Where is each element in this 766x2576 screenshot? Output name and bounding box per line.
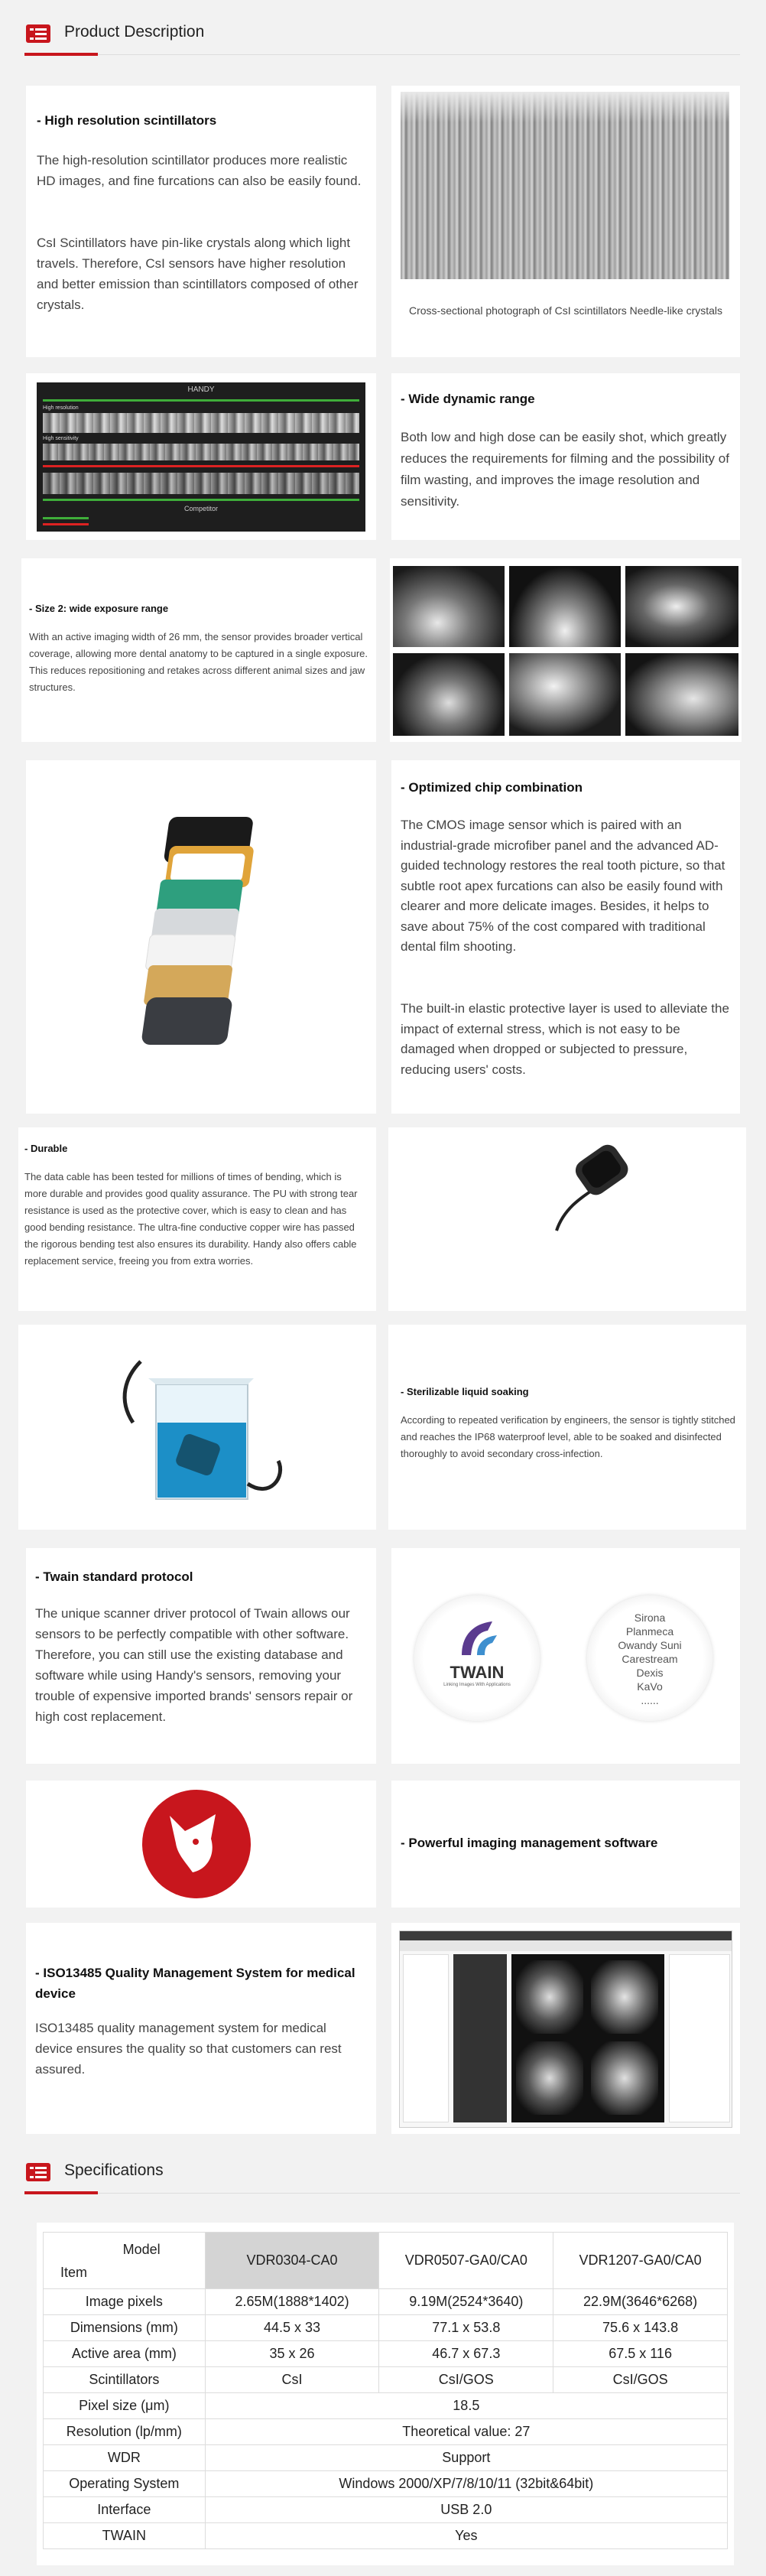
iso-text-card (26, 1923, 376, 2134)
row-label: WDR (44, 2445, 206, 2471)
table-row (44, 2445, 728, 2471)
cell-value: Theoretical value: 27 (205, 2419, 727, 2445)
cell-value: 44.5 x 33 (205, 2315, 379, 2341)
corner-model-label: Model (122, 2242, 161, 2257)
cell-value: 67.5 x 116 (553, 2341, 728, 2367)
cell-value: CsI/GOS (553, 2367, 728, 2393)
row-label: TWAIN (44, 2523, 206, 2549)
wdr-label-high-sensitivity: High sensitivity (43, 436, 79, 441)
table-row (44, 2341, 728, 2367)
twain-text-card (26, 1548, 376, 1764)
table-row (44, 2315, 728, 2341)
model-header: VDR0507-GA0/CA0 (379, 2233, 553, 2289)
durable-paragraph: The data cable has been tested for millions of times of bending, which is more durable and provides good quality assurance. The PU with strong tear resistance is used as the protective cover, which is easy to clean and has good bending resistance. The ultra-fine conductive copper wire has passed the rigorous bending test also ensures its durability. Handy also offers cable replacement service, freeing you from extra worries. (24, 1171, 358, 1267)
row-label: Resolution (lp/mm) (44, 2419, 206, 2445)
twain-swoosh-icon (454, 1617, 500, 1660)
size2-heading: - Size 2: wide exposure range (29, 603, 169, 614)
chip-paragraph-1: The CMOS image sensor which is paired with an industrial-grade microfiber panel and the advanced AD-guided technology restores the real tooth picture, so that subtle root apex furcations can also be easily found with clearer and more delicate images. Besides, it helps to save about 75% of the cost compared with traditional dental film shooting. (401, 818, 725, 954)
table-corner-cell (44, 2233, 206, 2289)
title-underline (24, 53, 98, 56)
xray-image-6 (625, 653, 738, 736)
table-row (44, 2289, 728, 2315)
model-header: VDR1207-GA0/CA0 (553, 2233, 728, 2289)
cell-value: 18.5 (205, 2393, 727, 2419)
specifications-header (24, 2148, 740, 2194)
wdr-brand-label: HANDY (187, 385, 215, 394)
compatible-brands-badge (587, 1595, 712, 1721)
model-header: VDR0304-CA0 (205, 2233, 379, 2289)
software-screenshot-card (391, 1923, 740, 2134)
wdr-heading: - Wide dynamic range (401, 392, 535, 406)
scintillator-paragraph-1: The high-resolution scintillator produces more realistic HD images, and fine furcations can also be easily found. (37, 153, 362, 188)
brand-name: Sirona (634, 1612, 666, 1624)
sterilizable-heading: - Sterilizable liquid soaking (401, 1386, 529, 1397)
row-label: Operating System (44, 2471, 206, 2497)
durable-heading: - Durable (24, 1143, 68, 1154)
page-title: Product Description (64, 23, 205, 41)
section-list-icon (26, 24, 50, 43)
table-row (44, 2523, 728, 2549)
software-logo-card (26, 1781, 376, 1908)
size2-text-card (21, 558, 376, 742)
wdr-text-card (391, 373, 740, 540)
table-row (44, 2419, 728, 2445)
scintillator-heading: - High resolution scintillators (37, 113, 217, 128)
xray-image-4 (393, 653, 505, 736)
wdr-paragraph: Both low and high dose can be easily shot, which greatly reduces the requirements for filming and the possibility of film wasting, and improves the image resolution and sensitivity. (401, 430, 729, 509)
cell-value: 75.6 x 143.8 (553, 2315, 728, 2341)
brand-name: ...... (641, 1694, 659, 1706)
chip-layers-card (26, 760, 376, 1114)
table-row (44, 2497, 728, 2523)
sensor-layers-illustration (141, 806, 294, 1066)
chip-text-card (391, 760, 740, 1114)
cell-value: 2.65M(1888*1402) (205, 2289, 379, 2315)
crystal-microscope-photo (401, 92, 729, 279)
table-row (44, 2471, 728, 2497)
specifications-table (43, 2232, 728, 2549)
brand-name: Carestream (622, 1653, 678, 1665)
size2-paragraph: With an active imaging width of 26 mm, the sensor provides broader vertical coverage, allowing more dental anatomy to be captured in a single exposure. This reduces repositioning and retakes across different animal sizes and jaw structures. (29, 631, 368, 693)
row-label: Image pixels (44, 2289, 206, 2315)
chip-paragraph-2: The built-in elastic protective layer is used to alleviate the impact of external stress, which is not easy to be damaged when dropped or subjected to pressure, reducing users' costs. (401, 1001, 729, 1077)
wdr-label-high-resolution: High resolution (43, 405, 79, 411)
row-label: Dimensions (mm) (44, 2315, 206, 2341)
wdr-comparison-image (37, 382, 365, 532)
table-header-row (44, 2233, 728, 2289)
cell-value: CsI (205, 2367, 379, 2393)
xray-image-1 (393, 566, 505, 647)
cell-value: Yes (205, 2523, 727, 2549)
product-description-header (24, 9, 740, 55)
iso-paragraph: ISO13485 quality management system for medical device ensures the quality so that customers can rest assured. (35, 2021, 342, 2077)
cell-value: 46.7 x 67.3 (379, 2341, 553, 2367)
software-screenshot (399, 1930, 732, 2128)
xray-image-2 (509, 566, 621, 647)
wdr-competitor-label: Competitor (183, 505, 218, 512)
chip-heading: - Optimized chip combination (401, 780, 583, 795)
durable-text-card (18, 1127, 376, 1311)
specifications-title: Specifications (64, 2161, 164, 2179)
iso-heading: - ISO13485 Quality Management System for medical device (35, 1966, 355, 2001)
row-label: Pixel size (μm) (44, 2393, 206, 2419)
xray-image-3 (625, 566, 738, 647)
table-row (44, 2367, 728, 2393)
dog-cat-logo-icon (162, 1808, 231, 1877)
durable-image-card (388, 1127, 746, 1311)
scintillator-caption: Cross-sectional photograph of CsI scintillators Needle-like crystals (408, 304, 723, 317)
cell-value: 35 x 26 (205, 2341, 379, 2367)
table-row (44, 2393, 728, 2419)
scintillator-text-card (26, 86, 376, 357)
scintillator-image-card (391, 86, 740, 357)
twain-logo (414, 1595, 540, 1721)
section-list-icon (26, 2163, 50, 2181)
sterilizable-image-card (18, 1325, 376, 1530)
brand-name: Owandy Suni (618, 1639, 682, 1651)
row-label: Active area (mm) (44, 2341, 206, 2367)
twain-logos-card (391, 1548, 740, 1764)
row-label: Scintillators (44, 2367, 206, 2393)
cell-value: Support (205, 2445, 727, 2471)
twain-logo-subtext: Linking Images With Applications (443, 1683, 511, 1687)
twain-logo-text: TWAIN (450, 1663, 505, 1682)
beaker-soaking-photo (110, 1354, 294, 1514)
software-text-card (391, 1781, 740, 1908)
cell-value: USB 2.0 (205, 2497, 727, 2523)
row-label: Interface (44, 2497, 206, 2523)
brand-name: KaVo (637, 1680, 663, 1693)
size2-xray-card (390, 558, 742, 742)
software-heading: - Powerful imaging management software (401, 1836, 658, 1850)
twain-paragraph: The unique scanner driver protocol of Twain allows our sensors to be perfectly compatible with other software. Therefore, you can still use the existing database and software while using Handy's sensors, removing your trouble of expensive imported brands' sensors repair or high cost replacement. (35, 1606, 353, 1724)
sterilizable-paragraph: According to repeated verification by engineers, the sensor is tightly stitched and reaches the IP68 waterproof level, able to be soaked and disinfected thoroughly to avoid secondary cross-infection. (401, 1414, 735, 1459)
scintillator-paragraph-2: CsI Scintillators have pin-like crystals along which light travels. Therefore, CsI sensors have higher resolution and better emission than scintillators composed of other crystals. (37, 236, 359, 312)
sensor-cable-photo (541, 1135, 633, 1234)
wdr-image-card (26, 373, 376, 540)
cell-value: CsI/GOS (379, 2367, 553, 2393)
cell-value: 9.19M(2524*3640) (379, 2289, 553, 2315)
cell-value: Windows 2000/XP/7/8/10/11 (32bit&64bit) (205, 2471, 727, 2497)
brand-name: Planmeca (625, 1625, 674, 1638)
corner-item-label: Item (60, 2265, 88, 2280)
brand-name: Dexis (636, 1667, 664, 1679)
cell-value: 77.1 x 53.8 (379, 2315, 553, 2341)
twain-heading: - Twain standard protocol (35, 1569, 193, 1584)
cell-value: 22.9M(3646*6268) (553, 2289, 728, 2315)
sterilizable-text-card (388, 1325, 746, 1530)
title-underline (24, 2191, 98, 2194)
software-app-logo (142, 1790, 251, 1898)
xray-image-5 (509, 653, 621, 736)
